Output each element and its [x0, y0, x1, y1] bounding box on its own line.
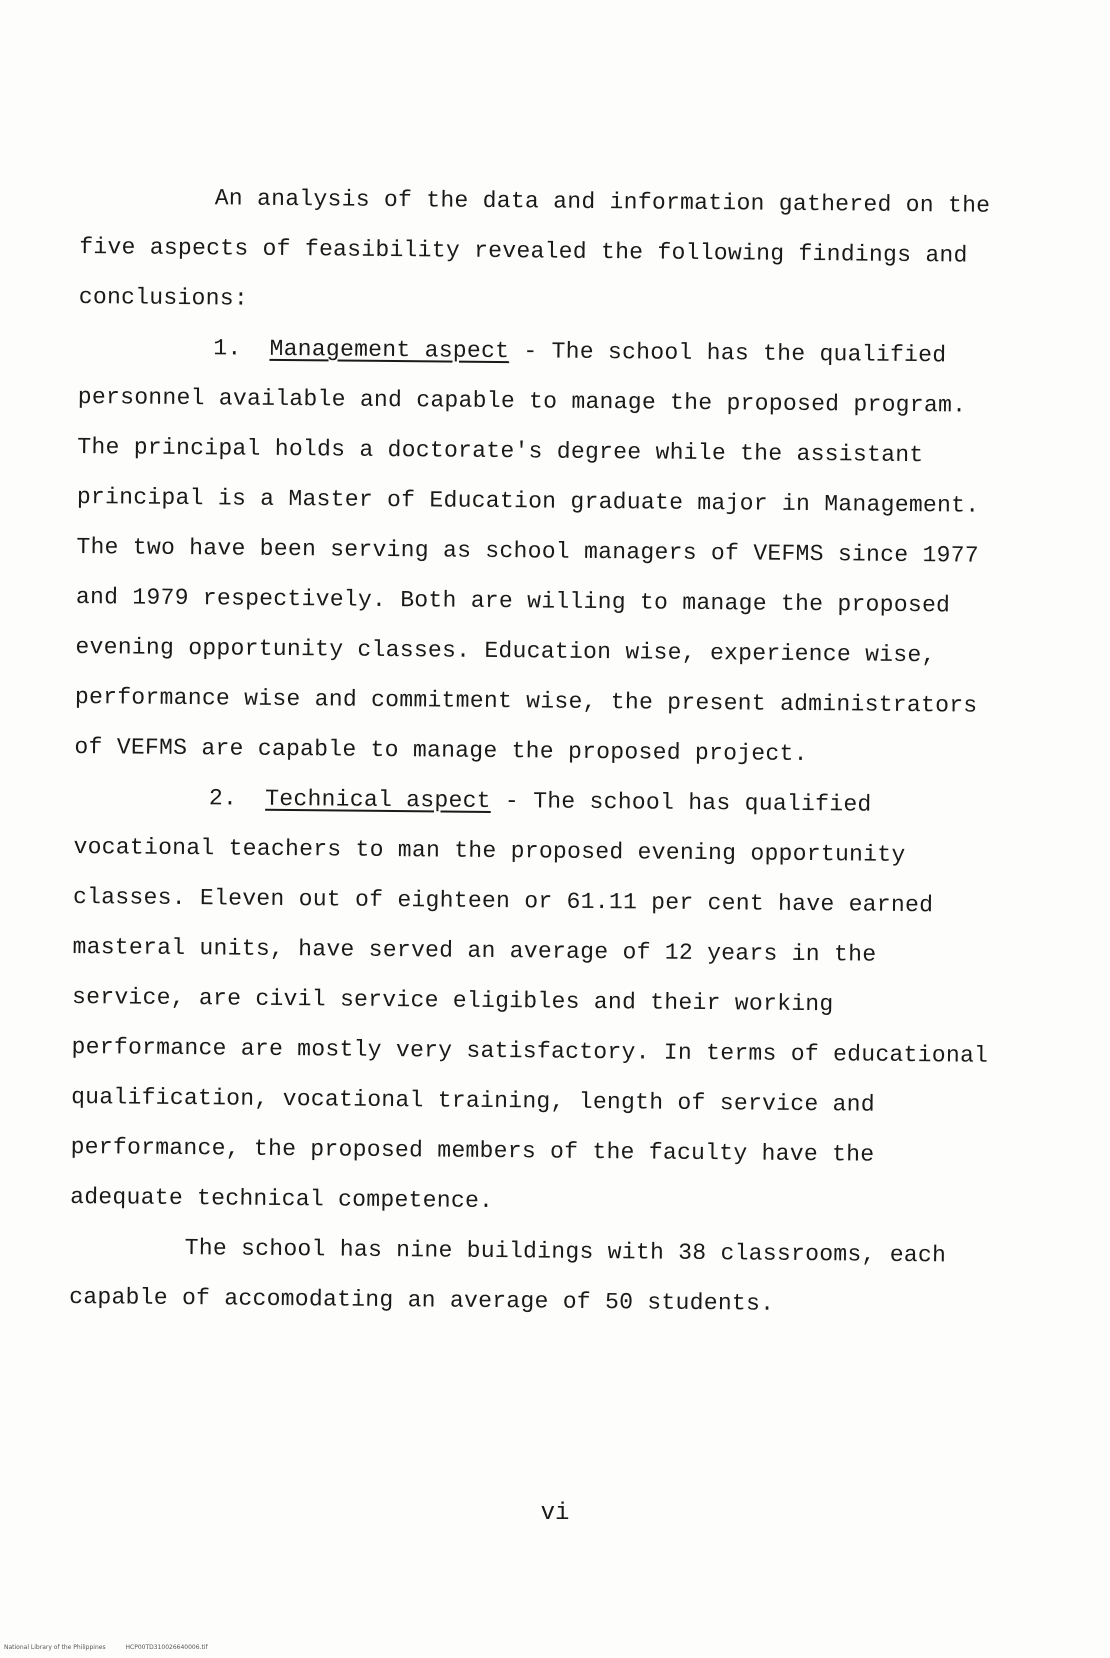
intro-paragraph: An analysis of the data and information gathered on the five aspects of feasibility revealed the following findings and conclusions: — [78, 185, 991, 312]
finding-management — [74, 322, 1008, 781]
archive-stamp — [4, 1644, 226, 1651]
page-number: vi — [540, 1500, 570, 1527]
item-text: - The school has qualified vocational teachers to man the proposed evening opportunity classes. Eleven out of eighteen or 61.11 per cent have earned masteral units, have served an average of 12 years in the service, are civil service eligibles and their working performance are mostly very satisfactory. In terms of educational qualification, vocational training, length of service and performance, the proposed members of the faculty have the adequate technical competence. — [70, 787, 989, 1215]
item-heading: Management aspect — [269, 335, 510, 365]
finding-technical — [70, 772, 1004, 1231]
archive-code: HCP00TD310026640006.tif — [125, 1644, 208, 1651]
item-number: 1. — [213, 335, 242, 362]
item-number: 2. — [208, 785, 238, 812]
document-body — [69, 172, 1010, 1331]
archive-library: National Library of the Philippines — [4, 1644, 106, 1651]
item-heading: Technical aspect — [265, 785, 491, 814]
closing-paragraph: The school has nine buildings with 38 classrooms, each capable of accomodating an average of 50 students. — [69, 1235, 947, 1317]
item-text: - The school has the qualified personnel available and capable to manage the proposed program. The principal holds a doctorate's degree while the assistant principal is a Master of Education graduate major in Management. The two have been serving as school managers of VEFMS since 1977 and 1979 respectively. Both are willing to manage the proposed evening opportunity classes. Education wise, experience wise, performance wise and commitment wise, the present administrators of VEFMS are capable to manage the proposed project. — [74, 338, 980, 768]
